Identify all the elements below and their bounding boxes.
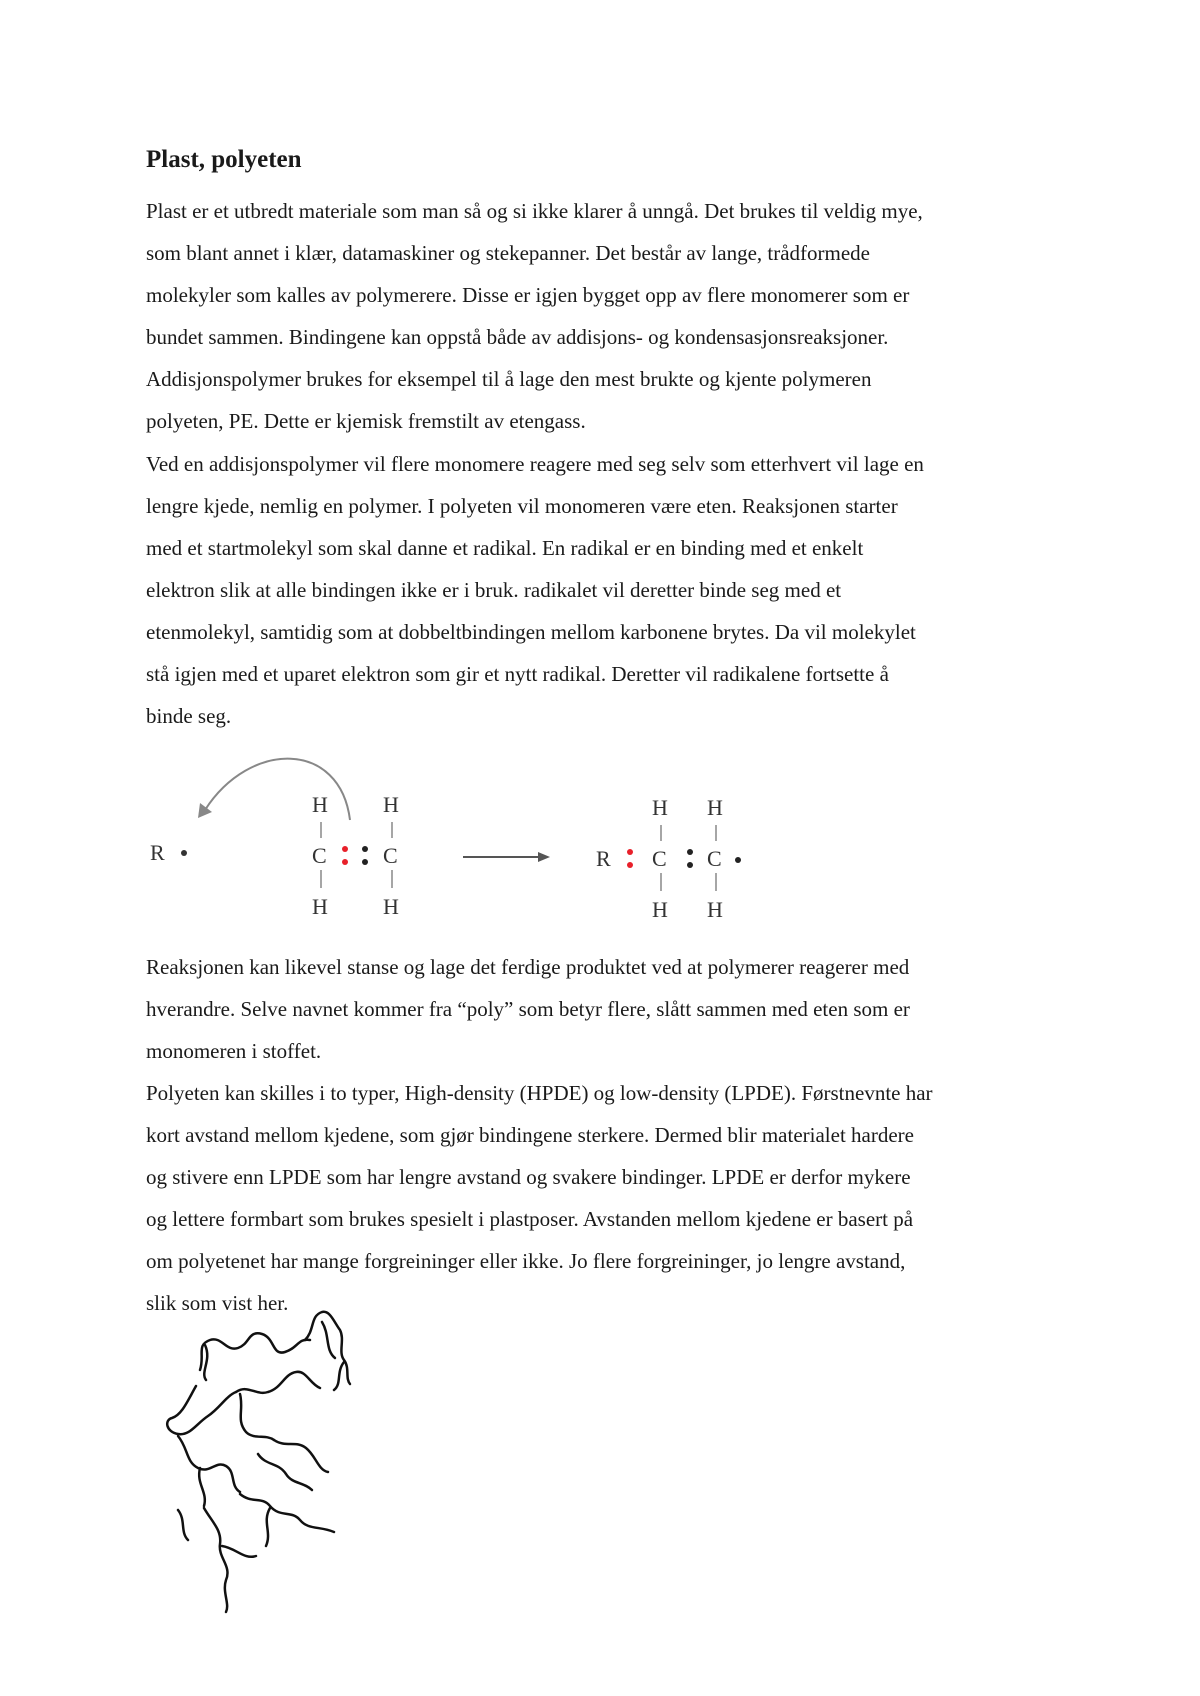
curved-arrow-head-icon: [198, 803, 212, 818]
hydrogen-label: H: [707, 795, 723, 820]
polymer-chain: [322, 1322, 335, 1358]
reaction-arrow-head-icon: [538, 852, 550, 862]
text-line: Ved en addisjonspolymer vil flere monomere reagere med seg selv som etterhvert vil lage en: [146, 452, 924, 476]
polymer-chain: [236, 1372, 320, 1393]
text-line: hverandre. Selve navnet kommer fra “poly” som betyr flere, slått sammen med eten som er: [146, 997, 910, 1021]
text-line: stå igjen med et uparet elektron som gir et nytt radikal. Deretter vil radikalene fortsette å: [146, 662, 889, 686]
text-line: Reaksjonen kan likevel stanse og lage det ferdige produktet ved at polymerer reagerer med: [146, 955, 910, 979]
polymer-chain: [222, 1546, 256, 1557]
text-line: lengre kjede, nemlig en polymer. I polyeten vil monomeren være eten. Reaksjonen starter: [146, 494, 898, 518]
polymer-chain: [204, 1345, 207, 1380]
hydrogen-label: H: [312, 894, 328, 919]
curved-arrow-icon: [205, 759, 350, 820]
polymer-chain: [167, 1386, 236, 1434]
text-line: molekyler som kalles av polymerere. Disse er igjen bygget opp av flere monomerer som er: [146, 283, 910, 307]
carbon-label: C: [652, 846, 667, 871]
polymer-chain: [240, 1494, 334, 1532]
polymer-chain: [266, 1508, 270, 1546]
polymer-chain: [178, 1436, 240, 1492]
text-line: om polyetenet har mange forgreininger eller ikke. Jo flere forgreininger, jo lengre avstand,: [146, 1249, 906, 1273]
text-line: slik som vist her.: [146, 1291, 289, 1315]
text-line: kort avstand mellom kjedene, som gjør bindingene sterkere. Dermed blir materialet hardere: [146, 1123, 914, 1147]
electron-dot-red: [627, 862, 633, 868]
polymer-chain: [274, 1440, 328, 1472]
polymer-chain: [178, 1510, 188, 1540]
polymer-chain: [199, 1468, 205, 1506]
hydrogen-label: H: [383, 792, 399, 817]
hydrogen-label: H: [312, 792, 328, 817]
paragraph-plast-intro: [146, 190, 1076, 442]
text-line: bundet sammen. Bindingene kan oppstå både av addisjons- og kondensasjonsreaksjoner.: [146, 325, 889, 349]
paragraph-reaction-stop: [146, 946, 1076, 1072]
electron-dot-red: [342, 846, 348, 852]
text-line: Polyeten kan skilles i to typer, High-density (HPDE) og low-density (LPDE). Førstnevnte har: [146, 1081, 933, 1105]
text-line: elektron slik at alle bindingen ikke er i bruk. radikalet vil deretter binde seg med et: [146, 578, 842, 602]
electron-dot: [362, 846, 368, 852]
carbon-label: C: [383, 843, 398, 868]
electron-dot: [687, 849, 693, 855]
electron-dot: [735, 857, 741, 863]
electron-dot-red: [342, 859, 348, 865]
text-line: Addisjonspolymer brukes for eksempel til å lage den mest brukte og kjente polymeren: [146, 367, 872, 391]
text-line: Plast er et utbredt materiale som man så og si ikke klarer å unngå. Det brukes til veldig mye,: [146, 199, 923, 223]
text-line: monomeren i stoffet.: [146, 1039, 322, 1063]
electron-dot: [181, 850, 187, 856]
polymer-chain: [240, 1394, 274, 1440]
text-line: og stivere enn LPDE som har lengre avstand og svakere bindinger. LPDE er derfor mykere: [146, 1165, 911, 1189]
electron-dot: [687, 862, 693, 868]
text-line: etenmolekyl, samtidig som at dobbeltbindingen mellom karbonene brytes. Da vil molekylet: [146, 620, 916, 644]
carbon-label: C: [312, 843, 327, 868]
hydrogen-label: H: [652, 897, 668, 922]
text-line: binde seg.: [146, 704, 232, 728]
radical-label: R: [596, 846, 611, 871]
text-line: og lettere formbart som brukes spesielt i plastposer. Avstanden mellom kjedene er basert på: [146, 1207, 914, 1231]
electron-dot-red: [627, 849, 633, 855]
hydrogen-label: H: [707, 897, 723, 922]
polymer-chain: [334, 1362, 344, 1390]
polymer-chain: [204, 1508, 228, 1612]
polymer-chain: [200, 1333, 310, 1370]
text-line: polyeten, PE. Dette er kjemisk fremstilt av etengass.: [146, 409, 586, 433]
radical-label: R: [150, 840, 165, 865]
carbon-label: C: [707, 846, 722, 871]
page-title: Plast, polyeten: [146, 146, 302, 173]
text-line: med et startmolekyl som skal danne et radikal. En radikal er en binding med et enkelt: [146, 536, 864, 560]
hydrogen-label: H: [383, 894, 399, 919]
electron-dot: [362, 859, 368, 865]
polymer-chain: [258, 1454, 312, 1490]
text-line: som blant annet i klær, datamaskiner og stekepanner. Det består av lange, trådformede: [146, 241, 870, 265]
paragraph-addition-polymer: [146, 443, 1076, 737]
paragraph-hdpe-ldpe: [146, 1072, 1076, 1324]
hydrogen-label: H: [652, 795, 668, 820]
